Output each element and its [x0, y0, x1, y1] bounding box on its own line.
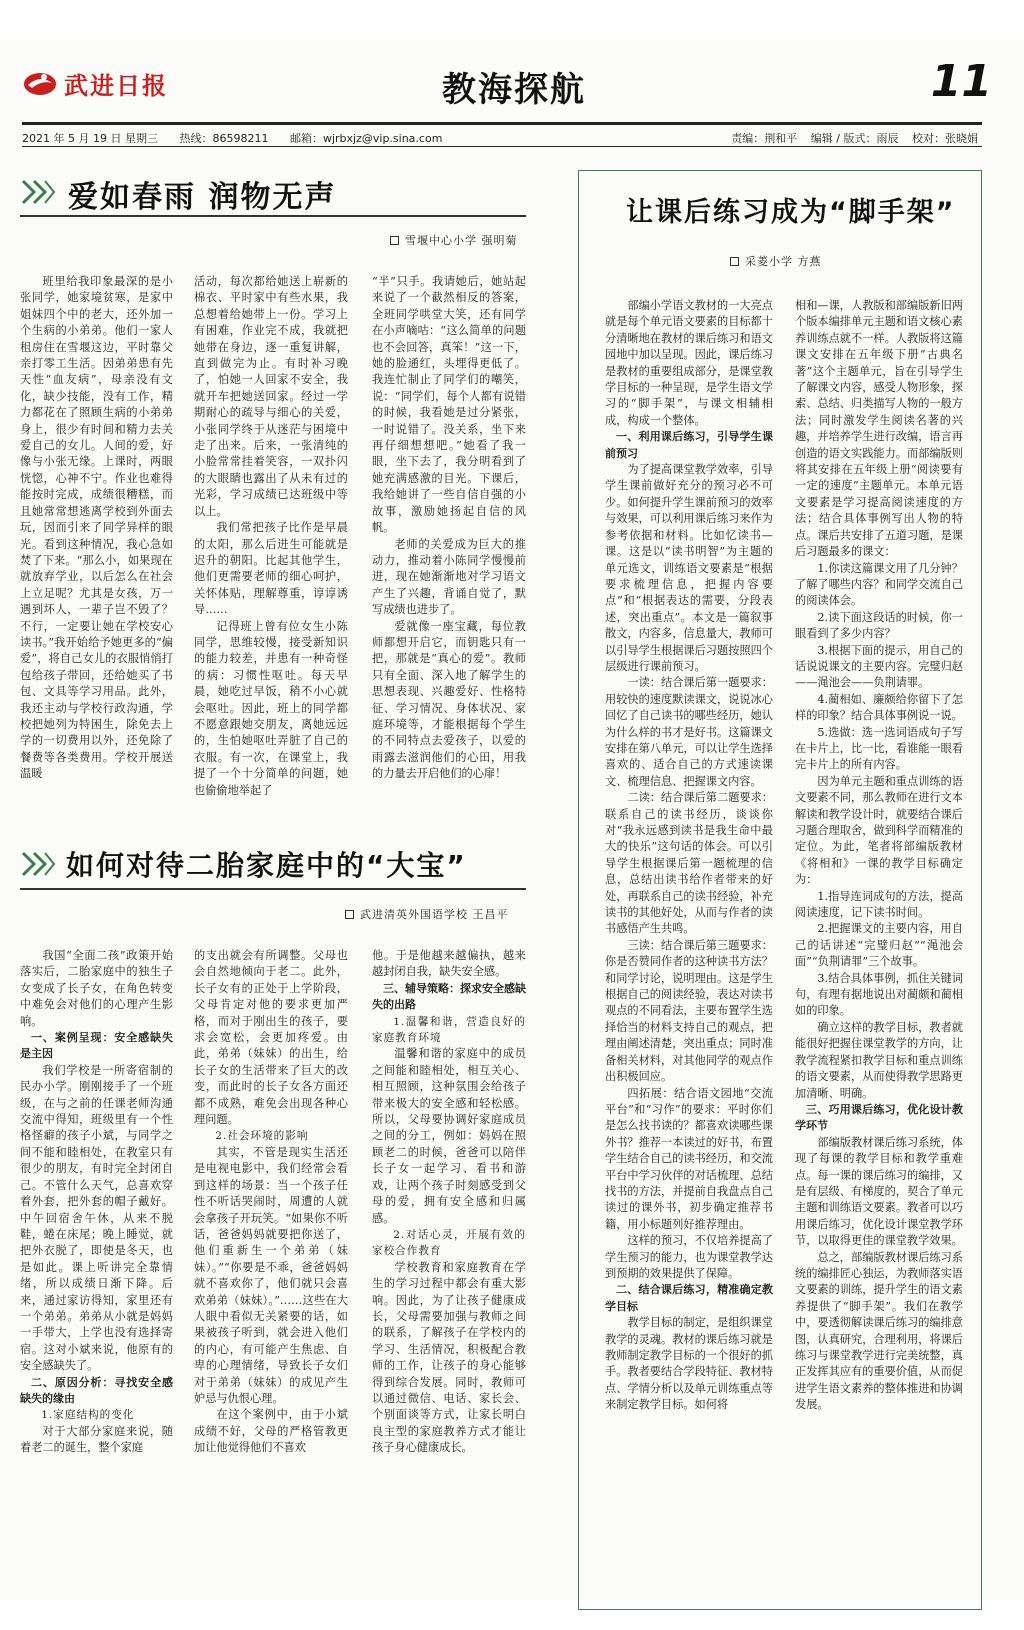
article1-column-1: 班里给我印象最深的是小张同学，她家境贫寒，是家中姐妹四个中的老大，还外加一个生病的小弟弟。他们一家人租房住在雪堰这边，平时靠父亲打零工生活。因弟弟患有先天性“血友病”，母亲没有文化，缺少技能，没有工作，精力都花在了照顾生病的小弟弟身上，很少有时间和精力去关爱自己的女儿。人间的爱，好像与小张无缘。上课时，两眼恍惚，心神不宁。作业也难得能按时完成，成绩很糟糕，而且她常常想逃离学校到外面去玩，因而引来了同学异样的眼光。看到这种情况，我心急如焚了下来。“那么小，如果现在就放弃学业，以后怎么在社会上立足呢？尤其是女孩，万一遇到坏人，一辈子岂不毁了？不行，一定要让她在学校安心读书。”我开始给予她更多的“偏爱”，将自己女儿的衣服悄悄打包给孩子带回，还给她买了书包、文具等学习用品。此外，我还主动与学校行政沟通，学校把她列为特困生，除免去上学的一切费用以外，还免除了餐费等各类费用。学校开展送温暖: [20, 275, 173, 781]
double-chevron-icon: [20, 850, 56, 878]
masthead: [22, 56, 1002, 112]
email: 邮箱：wjrbxjz@vip.sina.com: [289, 132, 443, 145]
page-number: 11: [930, 56, 992, 107]
article2-column-1: 我国“全面二孩”政策开始落实后，二胎家庭中的独生子女变成了长子女，在角色转变中难免会对他们的心理产生影响。 一、案例呈现：安全感缺失是主因 我们学校是一所寄宿制的民办小学。刚刚接手了一个班级，在与之前的任课老师沟通交流中得知，班级里有一个性格怪癖的孩子小斌，与同学之间不能和睦相处，在教室只有很少的朋友，有时完全封闭自己。不管什么天气，总喜欢穿着外套，把外套的帽子戴好。中午回宿舍午休，从来不脱鞋，蜷在床尾；晚上睡觉，就把外衣脱了，即使是冬天，也是如此。课上听讲完全靠情绪，所以成绩日渐下降。后来，通过家访得知，家里还有一个弟弟。弟弟从小就是妈妈一手带大，上学也没有选择寄宿。这对小斌来说，他原有的安全感缺失了。 二、原因分析：寻找安全感缺失的缘由 1.家庭结构的变化 对于大部分家庭来说，随着老二的诞生，整个家庭: [20, 949, 173, 1455]
article1-title: 爱如春雨 润物无声: [68, 180, 337, 215]
section-title: 教海探航: [442, 70, 586, 110]
article1-column-2: 活动，每次都给她送上崭新的棉衣、平时家中有些水果，我总想着给她带上一份。学习上有困难，作业完不成，我就把她带在身边，逐一重复讲解，直到做完为止。有时补习晚了，怕她一人回家不安全，我就开车把她送回家。经过一学期耐心的疏导与细心的关爱，小张同学终于从迷茫与困境中走了出来。后来，一张清纯的小脸常常挂着笑容，一双扑闪的大眼睛也露出了从未有过的光彩，学习成绩已达班级中等以上。 我们常把孩子比作是早晨的太阳，那么后进生可能就是迟升的朝阳。比起其他学生，他们更需要老师的细心呵护，关怀体贴，理解尊重，谆谆诱导…… 记得班上曾有位女生小陈同学，思维较慢，接受新知识的能力较差，并患有一种奇怪的病：习惯性呕吐。每天早晨，她吃过早饭，稍不小心就会呕吐。因此，班上的同学都不愿意跟她交朋友，离她远远的，生怕她呕吐弄脏了自己的衣服。有一次，在课堂上，我提了一个十分简单的问题，她也偷偷地举起了: [194, 275, 348, 797]
article1-column-3: “半”只手。我请她后，她站起来说了一个截然相反的答案，全班同学哄堂大笑，还有同学在小声嘀咕：“这么简单的问题也不会回答，真笨！”这一下，她的脸通红，头埋得更低了。我连忙制止了同学们的嘲笑，说：“同学们，每个人都有说错的时候，我看她是过分紧张，一时说错了。没关系，坐下来再仔细想想吧。”她看了我一眼，坐下去了，我分明看到了她充满感激的目光。下课后，我给她讲了一些自信自强的小故事，激励她扬起自信的风帆。 老师的关爱成为巨大的推动力，推动着小陈同学慢慢前进，现在她渐渐地对学习语文产生了兴趣，背诵自觉了，默写成绩也进步了。 爱就像一座宝藏，每位教师都想开启它，而钥匙只有一把，那就是“真心的爱”。教师只有全面、深入地了解学生的思想表现、兴趣爱好、性格特征、学习情况、身体状况、家庭环境等，才能根据每个学生的不同特点去爱孩子，以爱的雨露去滋润他们的心田，用我的力量去开启他们的心扉！: [372, 275, 526, 781]
newspaper-page: [0, 40, 1024, 1600]
editor-credit: 责编：荆和平: [731, 132, 798, 145]
info-line: [22, 128, 982, 146]
logo-text: 武进日报: [64, 71, 168, 100]
logo-swirl-icon: [22, 68, 58, 98]
article1-byline: 雪堰中心小学 强明菊: [390, 232, 518, 248]
hotline: 热线：86598211: [179, 132, 269, 145]
article3-byline: 采菱小学 方燕: [730, 253, 822, 269]
article1-title-rule: [20, 215, 526, 217]
article2-title-rule: [20, 888, 526, 890]
article2-byline: 武进清英外国语学校 王昌平: [345, 906, 509, 922]
header-rule: [22, 122, 982, 125]
header-rule-thin: [22, 146, 982, 147]
article3-column-2: 相和—课，人教版和部编版新旧两个版本编排单元主题和语文核心素养训练点就不一样。人教版将这篇课文安排在五年级下册“古典名著”这个主题单元，旨在引导学生了解课文内容，感受人物形象，探索、总结、归类描写人物的一般方法；同时激发学生阅读名著的兴趣，并培养学生进行改编，语言再创造的语文实践能力。而部编版则将其安排在五年级上册“阅读要有一定的速度”主题单元。本单元语文要素是学习提高阅读速度的方法；结合具体事例写出人物的特点。课后共安排了五道习题，是课后习题最多的课文： 1.你读这篇课文用了几分钟？了解了哪些内容？和同学交流自己的阅读体会。 2.读下面这段话的时候，你一眼看到了多少内容？ 3.根据下面的提示，用自己的话说说课文的主要内容。完璧归赵——渑池会——负荆请罪。 4.蔺相如、廉颇给你留下了怎样的印象？结合具体事例说一说。 5.选做：选一选词语成句子写在卡片上，比一比，看谁能一眼看完卡片上的所有内容。 因为单元主题和重点训练的语文要素不同，那么教师在进行文本解读和教学设计时，就要结合课后习题合理取舍，做到科学而精准的定位。为此，笔者将部编版教材《将相和》一课的教学目标确定为： 1.指导连词成句的方法，提高阅读速度，记下读书时间。 2.把握课文的主要内容，用自己的话讲述“完璧归赵”“渑池会面”“负荆请罪”三个故事。 3.结合具体事例，抓住关键词句，有理有据地说出对蔺颇和蔺相如的印象。 确立这样的教学目标，教者就能很好把握住课堂教学的方向，让教学流程紧扣教学目标和重点训练的语文要素，从而使得教学思路更加清晰、明确。 三、巧用课后练习，优化设计教学环节 部编版教材课后练习系统，体现了每课的教学目标和教学重难点。每一课的课后练习的编排，又是有层级、有梯度的，契合了单元主题和训练语文要素。教者可以巧用课后练习，优化设计课堂教学环节，以取得更佳的课堂教学效果。 总之，部编版教材课后练习系统的编排匠心独运，为教师落实语文要素的训练，提升学生的语文素养提供了“脚手架”。我们在教学中，要透彻解读课后练习的编排意图，认真研究，合理利用，将课后练习与课堂教学进行完美统整，真正发挥其应有的重要价值，从而促进学生语文素养的整体推进和协调发展。: [795, 299, 963, 1412]
article2-column-3: 他。于是他越来越偏执，越来越封闭自我，缺失安全感。 三、辅导策略：探求安全感缺失的出路 1.温馨和谐，营造良好的家庭教育环境 温馨和谐的家庭中的成员之间能和睦相处，相互关心、相互照顾，这种氛围会给孩子带来极大的安全感和轻松感。所以，父母要协调好家庭成员之间的分工，例如：妈妈在照顾老二的时候，爸爸可以陪伴长子女一起学习、看书和游戏，让两个孩子时刻感受到父母的爱，拥有安全感和归属感。 2.对话心灵，开展有效的家校合作教育 学校教育和家庭教育在学生的学习过程中都会有重大影响。因此，为了让孩子健康成长，父母需要加强与教师之间的联系，了解孩子在学校内的学习、生活情况，积极配合教师的工作，让孩子的身心能够得到综合发展。同时，教师可以通过微信、电话、家长会、个别面谈等方式，让家长明白良主型的家庭教养方式才能让孩子身心健康成长。: [372, 949, 526, 1455]
article3-column-1: 部编小学语文教材的一大亮点就是每个单元语文要素的目标都十分清晰地在教材的课后练习和语文园地中加以呈现。因此，课后练习是教材的重要组成部分，是课堂教学目标的一种呈现，是学生语文学习的“脚手架”，与课文相辅相成，构成一个整体。 一、利用课后练习，引导学生课前预习 为了提高课堂教学效率，引导学生课前做好充分的预习必不可少。如何提升学生课前预习的效率与效果，可以利用课后练习来作为参考依据和材料。比如忆读书—课。这是以“读书明智”为主题的单元选文，训练语文要素是“根据要求梳理信息，把握内容要点”和“根据表达的需要，分段表述，突出重点”。本文是一篇叙事散文，内容多，信息量大，教师可以引导学生根据课后习题按照四个层级进行课前预习。 一读：结合课后第一题要求：用较快的速度默读课文，说说冰心回忆了自己读书的哪些经历，她认为什么样的书才是好书。这篇课文安排在第八单元，可以让学生选择喜欢的、适合自己的方式速读课文、梳理信息、把握课文内容。 二读：结合课后第二题要求：联系自己的读书经历，谈谈你对“我永远感到读书是我生命中最大的快乐”这句话的体会。可以引导学生根据课后第一题梳理的信息，总结出读书给作者带来的好处，再联系自己的读书经验，补充读书的其他好处，从而与作者的读书感悟产生共鸣。 三读：结合课后第三题要求：你是否赞同作者的这种读书方法？和同学讨论，说明理由。这是学生根据自己的阅读经验，表达对读书观点的不同看法，主要布置学生选择恰当的材料支持自己的观点，把理由阐述清楚，突出重点；同时准备相关材料，对其他同学的观点作出积极回应。 四拓展：结合语文园地“交流平台”和“习作”的要求：平时你们是怎么找书读的？都喜欢读哪些课外书？推荐一本读过的好书，布置学生结合自己的读书经历，和交流平台中学习伙伴的对话梳理、总结找书的方法，并提前自我盘点自己读过的课外书，初步确定推荐书籍，用小标题列好推荐理由。 这样的预习，不仅培养提高了学生预习的能力，也为课堂教学达到预期的效果提供了保障。 二、结合课后练习，精准确定教学目标 教学目标的制定，是组织课堂教学的灵魂。教材的课后练习就是教师制定教学目标的一个很好的抓手。教者要结合学段特征、教材特点、学情分析以及单元训练重点等来制定教学目标。如何将: [605, 299, 773, 1412]
layout-credit: 编辑 / 版式：雨辰: [810, 132, 899, 145]
proof-credit: 校对：张晓娟: [912, 132, 978, 145]
article2-title: 如何对待二胎家庭中的“大宝”: [66, 849, 467, 882]
article2-column-2: 的支出就会有所调整。父母也会自然地倾向于老二。此外，长子女有的正处于上学阶段，父母肯定对他的要求更加严格，而对于刚出生的孩子，要求会宽松，会更加疼爱。由此，弟弟（妹妹）的出生，给长子女的生活带来了巨大的改变，而此时的长子女各方面还都不成熟，难免会出现各种心理问题。 2.社会环境的影响 其实，不管是现实生活还是电视电影中，我们经常会看到这样的场景：当一个孩子任性不听话哭闹时，周遭的人就会拿孩子开玩笑。“如果你不听话，爸爸妈妈就要把你送了，他们重新生一个弟弟（妹妹）。”“你要是不乖，爸爸妈妈就不喜欢你了，他们就只会喜欢弟弟（妹妹）。”……这些在大人眼中看似无关紧要的话，如果被孩子听到，就会进入他们的内心，有可能产生焦虑、自卑的心理情绪，导致长子女们对于弟弟（妹妹）的成见产生妒忌与仇恨心理。 在这个案例中，由于小斌成绩不好，父母的严格管教更加让他觉得他们不喜欢: [194, 949, 348, 1455]
issue-date: 2021 年 5 月 19 日 星期三: [22, 132, 158, 145]
double-chevron-icon: [20, 178, 56, 206]
article3-title: 让课后练习成为“脚手架”: [626, 197, 956, 228]
